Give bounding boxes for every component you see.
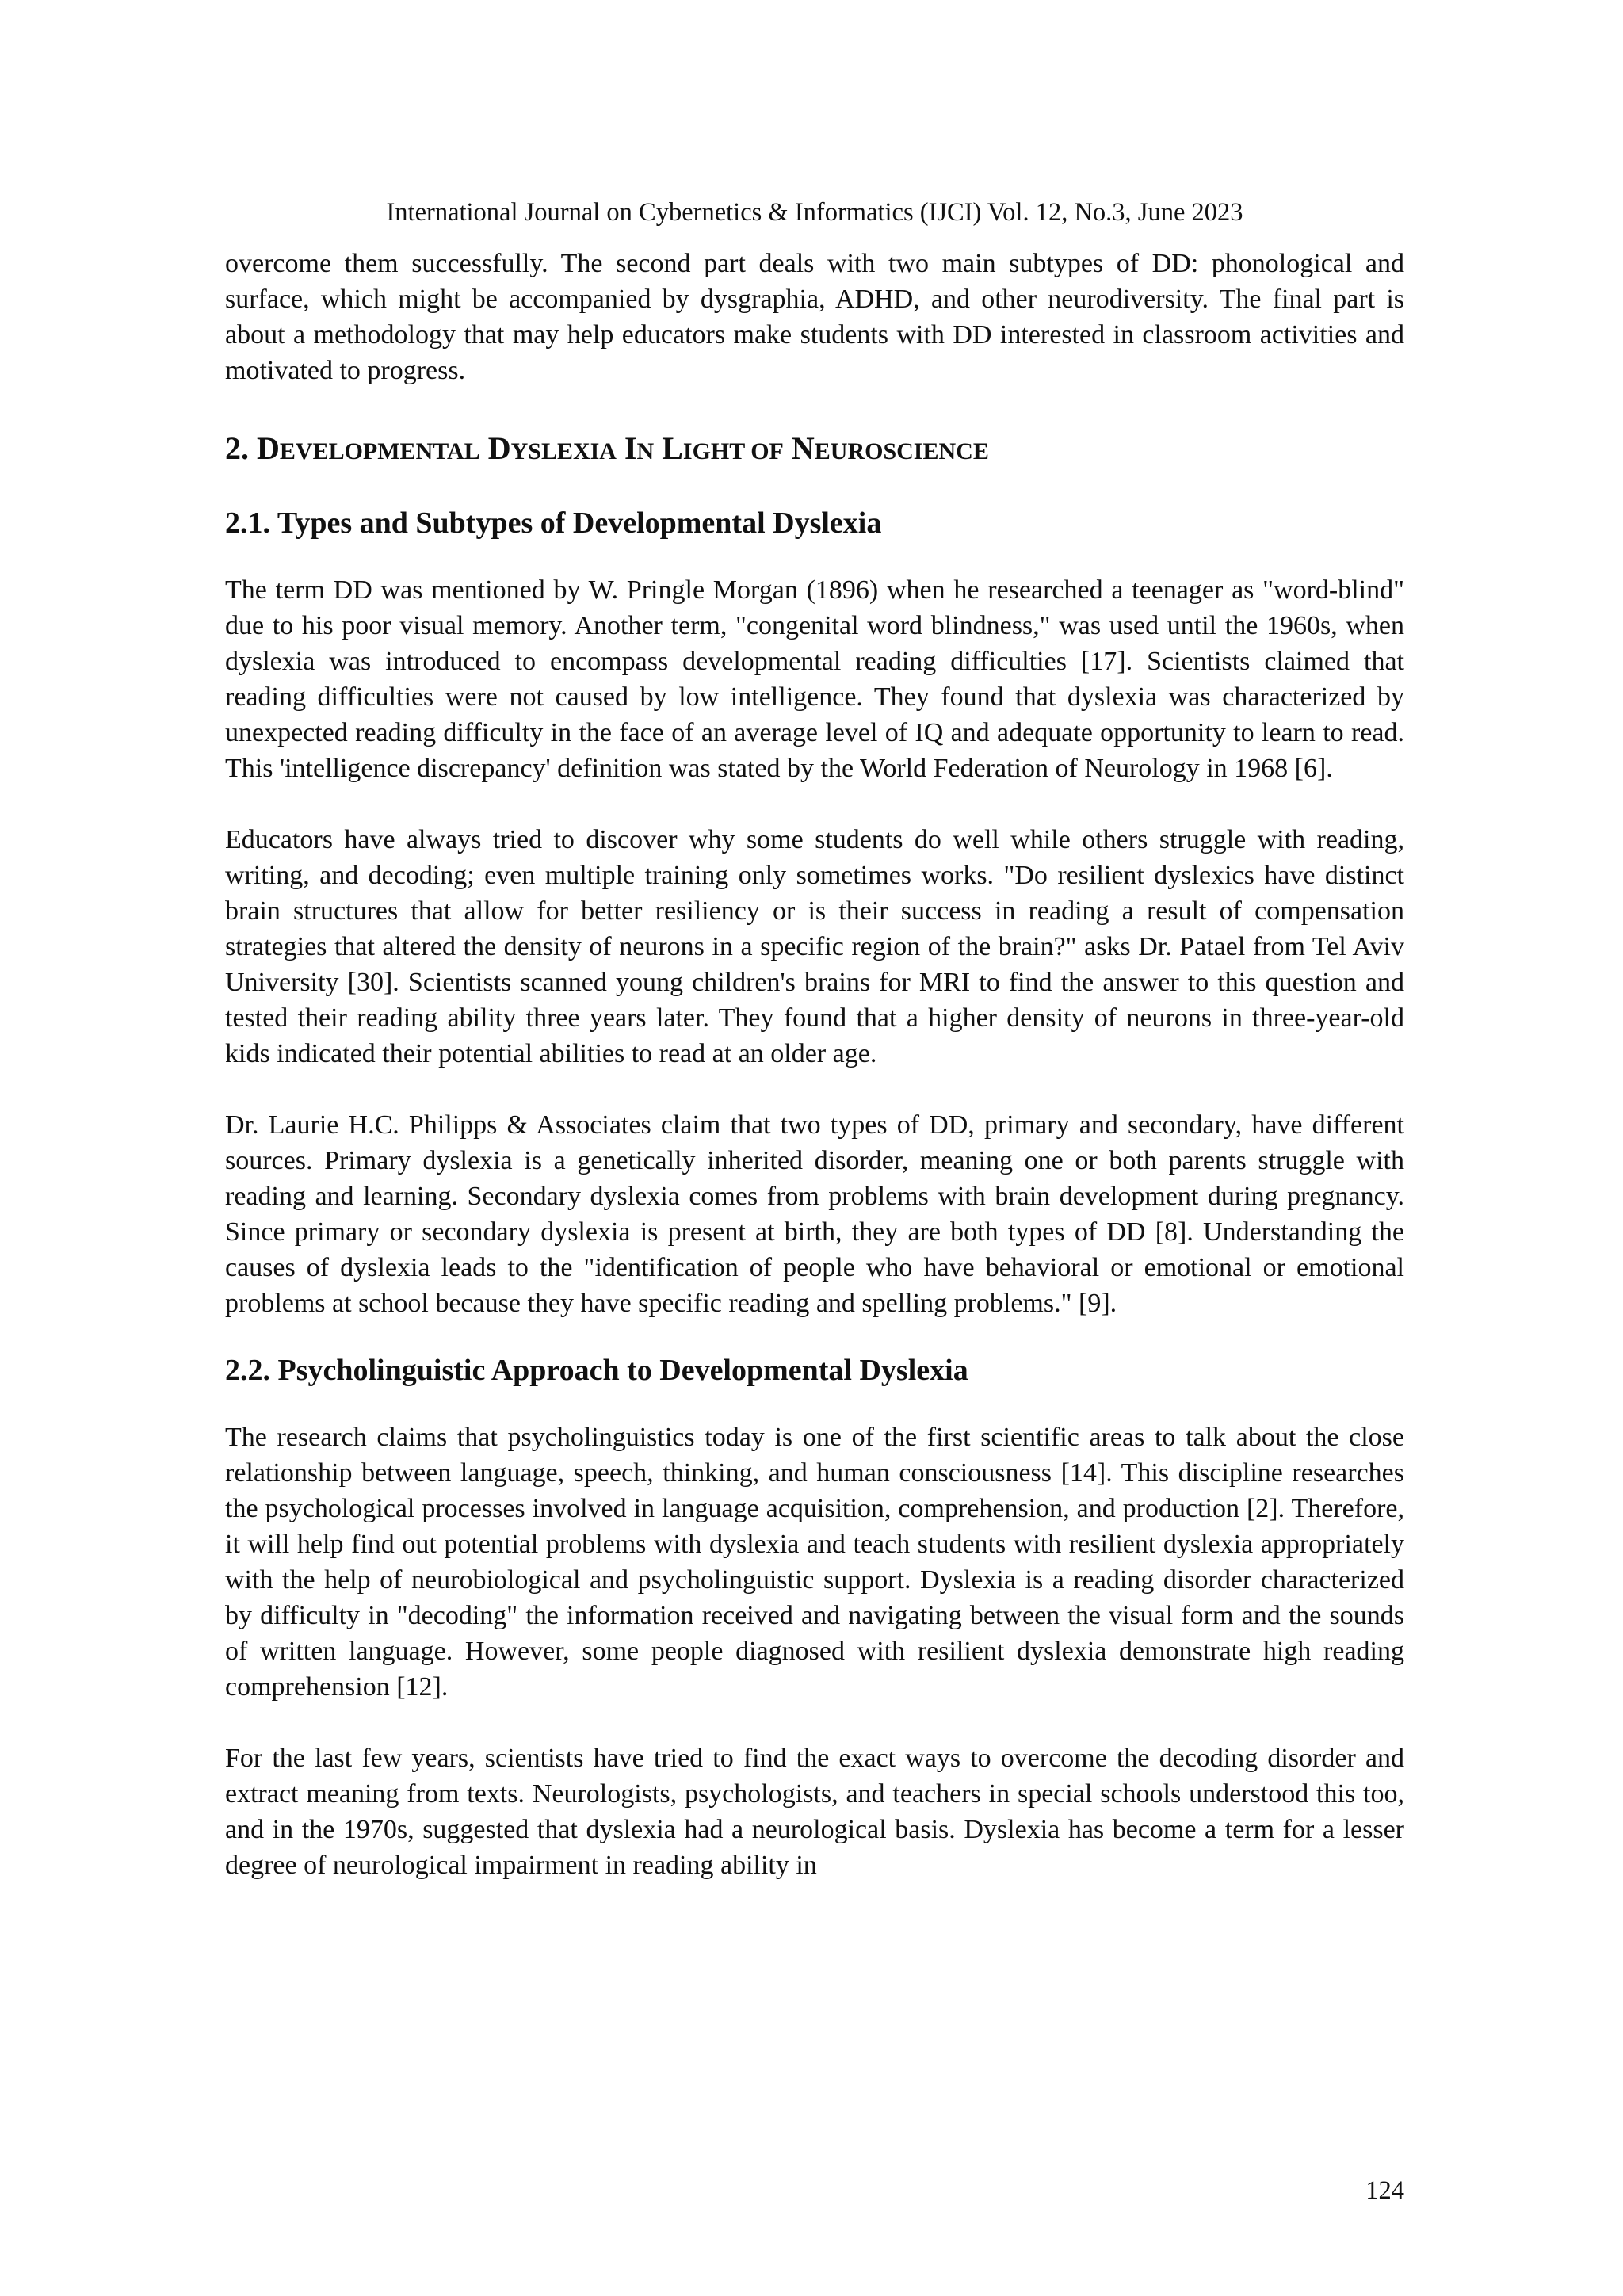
paragraph-2-1-a: The term DD was mentioned by W. Pringle Morgan (1896) when he researched a teenager as "word-blind" due to his poor visual memory. Another term, "congenital word blindness," was used until the 1960s, when dyslexia was introduced to encompass developmental reading difficulties [17]. Scientists claimed that reading difficulties were not caused by low intelligence. They found that dyslexia was characterized by unexpected reading difficulty in the face of an average level of IQ and adequate opportunity to learn to read. This 'intelligence discrepancy' definition was stated by the World Federation of Neurology in 1968 [6].	[225, 575, 1404, 783]
intro-paragraph: overcome them successfully. The second part deals with two main subtypes of DD: phonological and surface, which might be accompanied by dysgraphia, ADHD, and other neurodiversity. The final part is about a methodology that may help educators make students with DD interested in classroom activities and motivated to progress.	[225, 249, 1404, 385]
running-header: International Journal on Cybernetics & Informatics (IJCI) Vol. 12, No.3, June 2023	[386, 198, 1243, 227]
paragraph-2-1-c: Dr. Laurie H.C. Philipps & Associates claim that two types of DD, primary and secondary, have different sources. Primary dyslexia is a genetically inherited disorder, meaning one or both parents struggle with reading and learning. Secondary dyslexia comes from problems with brain development during pregnancy. Since primary or secondary dyslexia is present at birth, they are both types of DD [8]. Understanding the causes of dyslexia leads to the "identification of people who have behavioral or emotional or emotional problems at school because they have specific reading and spelling problems." [9].	[225, 1110, 1404, 1318]
title-word-4-rest: IGHT OF	[682, 438, 784, 464]
section-2-heading	[225, 426, 1404, 474]
paragraph-2-2-a: The research claims that psycholinguistics today is one of the first scientific areas to talk about the close relationship between language, speech, thinking, and human consciousness [14]. This discipline researches the psychological processes involved in language acquisition, comprehension, and production [2]. Therefore, it will help find out potential problems with dyslexia and teach students with resilient dyslexia appropriately with the help of neurobiological and psycholinguistic support. Dyslexia is a reading disorder characterized by difficulty in "decoding" the information received and navigating between the visual form and the sounds of written language. However, some people diagnosed with resilient dyslexia demonstrate high reading comprehension [12].	[225, 1423, 1404, 1702]
paragraph-2-2-b: For the last few years, scientists have tried to find the exact ways to overcome the decoding disorder and extract meaning from texts. Neurologists, psychologists, and teachers in special schools understood this too, and in the 1970s, suggested that dyslexia had a neurological basis. Dyslexia has become a term for a lesser degree of neurological impairment in reading ability in	[225, 1744, 1404, 1880]
title-word-5-rest: EUROSCIENCE	[814, 438, 989, 464]
title-word-3-cap: I	[624, 430, 637, 466]
title-word-5-cap: N	[791, 430, 815, 466]
title-word-3-rest: N	[636, 438, 655, 464]
subsection-2-2-heading: 2.2. Psycholinguistic Approach to Developmental Dyslexia	[225, 1354, 968, 1387]
section-number: 2.	[225, 430, 257, 466]
title-word-2-rest: YSLEXIA	[510, 438, 617, 464]
title-word-1-rest: EVELOPMENTAL	[279, 438, 480, 464]
subsection-2-1-heading: 2.1. Types and Subtypes of Developmental Dyslexia	[225, 506, 882, 540]
title-word-1-cap: D	[257, 430, 280, 466]
title-word-4-cap: L	[662, 430, 683, 466]
page-number: 124	[1365, 2176, 1404, 2205]
title-word-2-cap: D	[487, 430, 511, 466]
paragraph-2-1-b: Educators have always tried to discover why some students do well while others struggle with reading, writing, and decoding; even multiple training only sometimes works. "Do resilient dyslexics have distinct brain structures that allow for better resiliency or is their success in reading a result of compensation strategies that altered the density of neurons in a specific region of the brain?" asks Dr. Patael from Tel Aviv University [30]. Scientists scanned young children's brains for MRI to find the answer to this question and tested their reading ability three years later. They found that a higher density of neurons in three-year-old kids indicated their potential abilities to read at an older age.	[225, 825, 1404, 1068]
body-text	[225, 246, 1404, 1883]
